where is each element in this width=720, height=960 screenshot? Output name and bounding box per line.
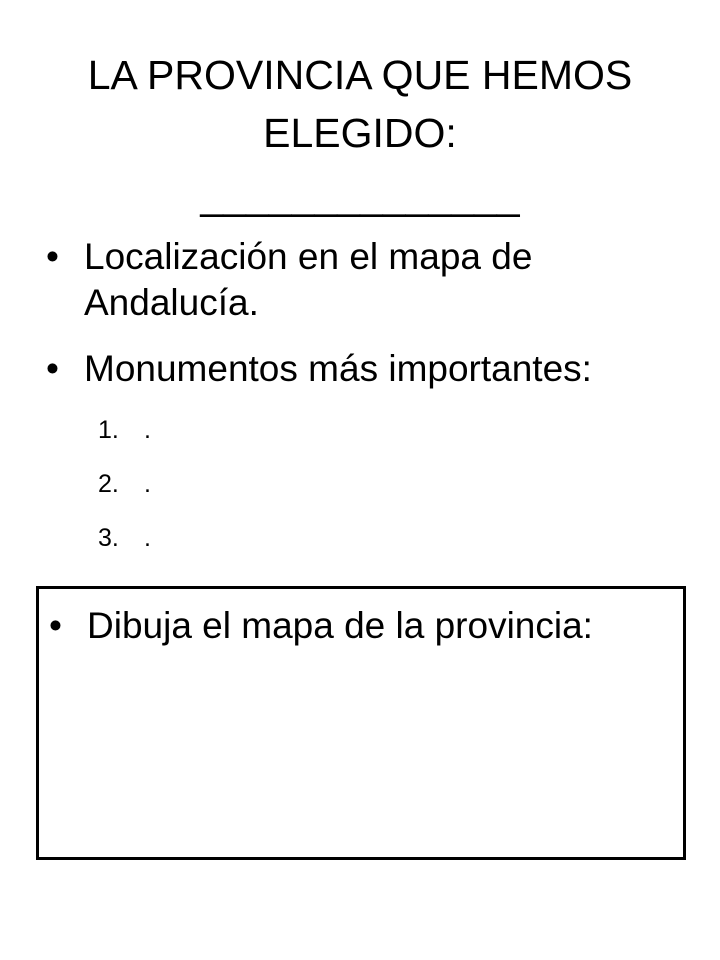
page-title xyxy=(40,46,680,224)
monument-number: 2. xyxy=(98,470,119,498)
bullet-location-line-1: Localización en el mapa de xyxy=(84,236,533,277)
bullet-monuments-text: Monumentos más importantes: xyxy=(84,348,592,389)
monument-text: . xyxy=(144,524,151,552)
bullet-location-line-2: Andalucía. xyxy=(84,282,259,323)
monument-text: . xyxy=(144,470,151,498)
bullet-dot-icon: • xyxy=(49,605,62,646)
map-drawing-box xyxy=(36,586,686,860)
title-line-1: LA PROVINCIA QUE HEMOS xyxy=(87,52,633,98)
title-line-2: ELEGIDO: xyxy=(263,110,457,156)
monument-text: . xyxy=(144,416,151,444)
bullet-dot-icon: • xyxy=(46,236,59,277)
monument-number: 3. xyxy=(98,524,119,552)
bullet-location-text xyxy=(84,234,532,326)
bullet-dot-icon: • xyxy=(46,348,59,389)
monument-number: 1. xyxy=(98,416,119,444)
title-blank-line: ______________ xyxy=(200,172,520,218)
monument-item-1 xyxy=(98,414,151,446)
monument-item-2 xyxy=(98,468,151,500)
map-bullet-text: Dibuja el mapa de la provincia: xyxy=(87,605,593,646)
monument-item-3 xyxy=(98,522,151,554)
